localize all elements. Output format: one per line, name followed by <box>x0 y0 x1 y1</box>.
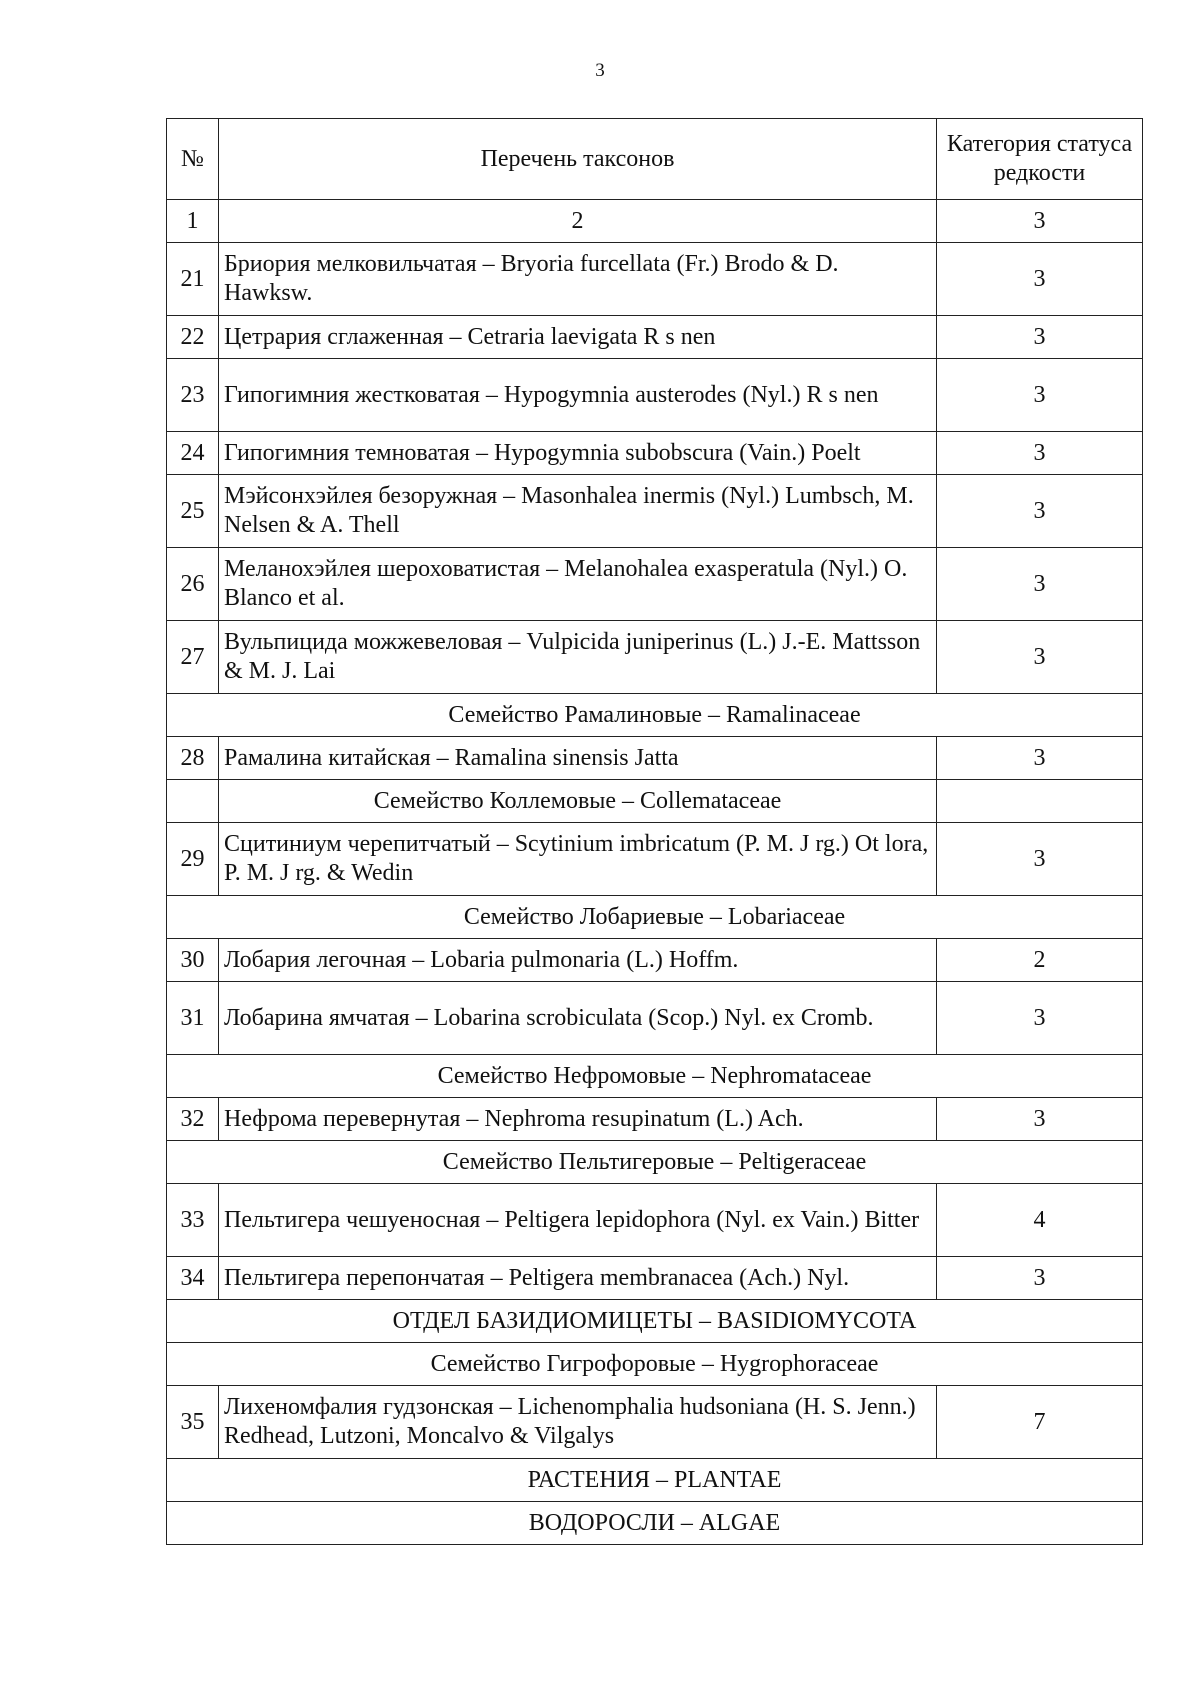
taxon-name: Нефрома перевернутая – Nephroma resupinatum (L.) Ach. <box>219 1098 937 1141</box>
taxon-category: 3 <box>937 1098 1143 1141</box>
family-label: Семейство Коллемовые – Collemataceae <box>219 780 937 823</box>
taxon-row <box>167 1257 1143 1300</box>
taxon-number: 31 <box>167 982 219 1055</box>
family-row <box>167 1141 1143 1184</box>
taxon-number: 32 <box>167 1098 219 1141</box>
page-number: 3 <box>595 60 605 81</box>
taxon-name: Лобарина ямчатая – Lobarina scrobiculata (Scop.) Nyl. ex Cromb. <box>219 982 937 1055</box>
taxon-category: 7 <box>937 1386 1143 1459</box>
taxon-row <box>167 621 1143 694</box>
taxon-name: Мэйсонхэйлея безоружная – Masonhalea inermis (Nyl.) Lumbsch, M. Nelsen & A. Thell <box>219 475 937 548</box>
column-number: 3 <box>937 200 1143 243</box>
table-header-row <box>167 119 1143 200</box>
taxon-row <box>167 1098 1143 1141</box>
taxon-row <box>167 737 1143 780</box>
family-row <box>167 780 1143 823</box>
taxon-number: 28 <box>167 737 219 780</box>
taxon-name: Сцитиниум черепитчатый – Scytinium imbricatum (P. M. J rg.) Ot lora, P. M. J rg. & Wedin <box>219 823 937 896</box>
taxon-number: 33 <box>167 1184 219 1257</box>
taxon-category: 3 <box>937 475 1143 548</box>
empty-cell <box>937 780 1143 823</box>
taxon-number: 23 <box>167 359 219 432</box>
taxon-category: 3 <box>937 548 1143 621</box>
family-label: Семейство Лобариевые – Lobariaceae <box>167 896 1143 939</box>
taxon-row <box>167 548 1143 621</box>
taxon-row <box>167 1184 1143 1257</box>
taxa-table <box>166 118 1143 1545</box>
taxon-category: 3 <box>937 432 1143 475</box>
taxon-name: Бриория мелковильчатая – Bryoria furcellata (Fr.) Brodo & D. Hawksw. <box>219 243 937 316</box>
taxon-category: 4 <box>937 1184 1143 1257</box>
family-row <box>167 896 1143 939</box>
family-label: ВОДОРОСЛИ – ALGAE <box>167 1502 1143 1545</box>
taxon-name: Лихеномфалия гудзонская – Lichenomphalia hudsoniana (H. S. Jenn.) Redhead, Lutzoni, Moncalvo & Vilgalys <box>219 1386 937 1459</box>
taxon-number: 27 <box>167 621 219 694</box>
family-label: ОТДЕЛ БАЗИДИОМИЦЕТЫ – BASIDIOMYCOTA <box>167 1300 1143 1343</box>
taxon-name: Цетрария сглаженная – Cetraria laevigata R s nen <box>219 316 937 359</box>
family-row <box>167 1055 1143 1098</box>
family-label: Семейство Пельтигеровые – Peltigeraceae <box>167 1141 1143 1184</box>
taxon-number: 30 <box>167 939 219 982</box>
header-taxa-list: Перечень таксонов <box>219 119 937 200</box>
taxon-number: 29 <box>167 823 219 896</box>
taxon-number: 24 <box>167 432 219 475</box>
taxon-row <box>167 432 1143 475</box>
family-label: Семейство Гигрофоровые – Hygrophoraceae <box>167 1343 1143 1386</box>
taxon-category: 2 <box>937 939 1143 982</box>
taxon-row <box>167 982 1143 1055</box>
family-row <box>167 1459 1143 1502</box>
taxon-category: 3 <box>937 621 1143 694</box>
taxon-category: 3 <box>937 316 1143 359</box>
taxon-category: 3 <box>937 243 1143 316</box>
family-label: РАСТЕНИЯ – PLANTAE <box>167 1459 1143 1502</box>
taxon-category: 3 <box>937 1257 1143 1300</box>
header-number: № <box>167 119 219 200</box>
column-number-row <box>167 200 1143 243</box>
header-rarity-category: Категория статуса редкости <box>937 119 1143 200</box>
family-label: Семейство Нефромовые – Nephromataceae <box>167 1055 1143 1098</box>
family-row <box>167 694 1143 737</box>
taxon-number: 25 <box>167 475 219 548</box>
family-label: Семейство Рамалиновые – Ramalinaceae <box>167 694 1143 737</box>
family-row <box>167 1300 1143 1343</box>
family-row <box>167 1343 1143 1386</box>
column-number: 2 <box>219 200 937 243</box>
taxon-category: 3 <box>937 737 1143 780</box>
taxon-name: Вульпицида можжевеловая – Vulpicida juniperinus (L.) J.-E. Mattsson & M. J. Lai <box>219 621 937 694</box>
taxon-row <box>167 359 1143 432</box>
empty-cell <box>167 780 219 823</box>
taxon-name: Пельтигера чешуеносная – Peltigera lepidophora (Nyl. ex Vain.) Bitter <box>219 1184 937 1257</box>
taxon-category: 3 <box>937 359 1143 432</box>
taxon-number: 21 <box>167 243 219 316</box>
taxon-category: 3 <box>937 823 1143 896</box>
taxon-name: Меланохэйлея шероховатистая – Melanohalea exasperatula (Nyl.) O. Blanco et al. <box>219 548 937 621</box>
taxon-name: Гипогимния темноватая – Hypogymnia subobscura (Vain.) Poelt <box>219 432 937 475</box>
taxon-number: 26 <box>167 548 219 621</box>
taxon-row <box>167 939 1143 982</box>
taxon-number: 22 <box>167 316 219 359</box>
taxon-row <box>167 475 1143 548</box>
taxon-row <box>167 1386 1143 1459</box>
column-number: 1 <box>167 200 219 243</box>
taxon-name: Лобария легочная – Lobaria pulmonaria (L.) Hoffm. <box>219 939 937 982</box>
taxon-name: Гипогимния жестковатая – Hypogymnia austerodes (Nyl.) R s nen <box>219 359 937 432</box>
taxon-category: 3 <box>937 982 1143 1055</box>
taxon-row <box>167 316 1143 359</box>
taxon-row <box>167 823 1143 896</box>
taxon-number: 34 <box>167 1257 219 1300</box>
taxon-row <box>167 243 1143 316</box>
taxon-number: 35 <box>167 1386 219 1459</box>
taxon-name: Рамалина китайская – Ramalina sinensis Jatta <box>219 737 937 780</box>
family-row <box>167 1502 1143 1545</box>
taxon-name: Пельтигера перепончатая – Peltigera membranacea (Ach.) Nyl. <box>219 1257 937 1300</box>
